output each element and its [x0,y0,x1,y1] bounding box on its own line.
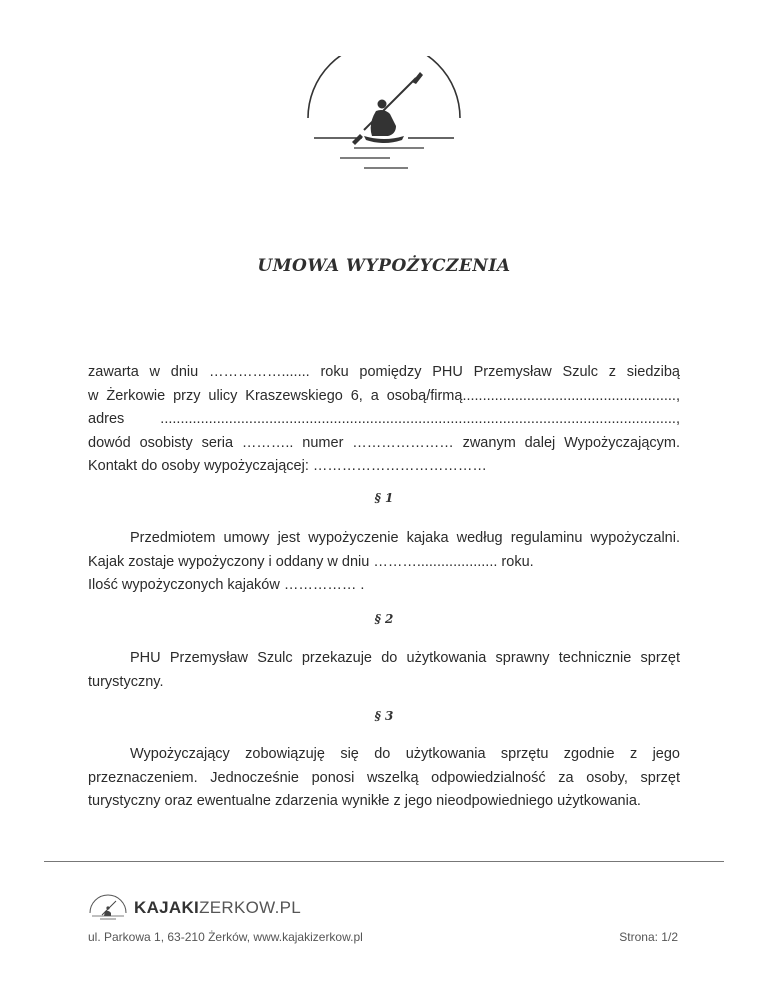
kayaker-logo-icon [304,56,464,176]
footer-divider [44,861,724,862]
section-3-paragraph: Wypożyczający zobowiązuję się do użytkowania sprzętu zgodnie z jego przeznaczeniem. Jednocześnie ponosi wszelką odpowiedzialność za osoby, sprzęt turystyczny oraz ewentualne zdarzenia wynikłe z jego nieodpowiedniego użytkowania. [88,746,680,809]
section-1-text [88,527,680,598]
footer-brand [134,898,301,918]
intro-line: zawarta w dniu ……………....... roku pomiędzy PHU Przemysław Szulc z siedzibą [88,364,680,380]
section-2-text [88,647,680,694]
intro-line: dowód osobisty seria ……….. numer ………………… zwanym dalej Wypożyczającym. [88,434,680,451]
intro-line: Kontakt do osoby wypożyczającej: ……………………………… [88,458,487,474]
brand-light: ZERKOW.PL [199,898,301,917]
section-1-paragraph: Przedmiotem umowy jest wypożyczenie kajaka według regulaminu wypożyczalni. Kajak zostaje wypożyczony i oddany w dniu ……….................... roku. [88,530,680,570]
section-mark-3: § 3 [374,709,394,723]
intro-line: adres ................................................................................................................................, [88,411,680,427]
section-3-text [88,743,680,814]
document-title: UMOWA WYPOŻYCZENIA [257,256,511,276]
intro-line: w Żerkowie przy ulicy Kraszewskiego 6, a osobą/firmą....................................................., [88,387,680,404]
intro-block [88,361,680,479]
kayaker-footer-logo-icon [88,893,128,923]
section-1-extra-line: Ilość wypożyczonych kajaków …………… . [88,577,365,593]
brand-bold: KAJAKI [134,898,200,917]
section-2-paragraph: PHU Przemysław Szulc przekazuje do użytkowania sprawny technicznie sprzęt turystyczny. [88,650,680,690]
page-number: Strona: 1/2 [619,930,678,944]
section-mark-1: § 1 [374,491,394,505]
footer-address: ul. Parkowa 1, 63-210 Żerków, www.kajakizerkow.pl [88,930,363,944]
section-mark-2: § 2 [374,612,394,626]
